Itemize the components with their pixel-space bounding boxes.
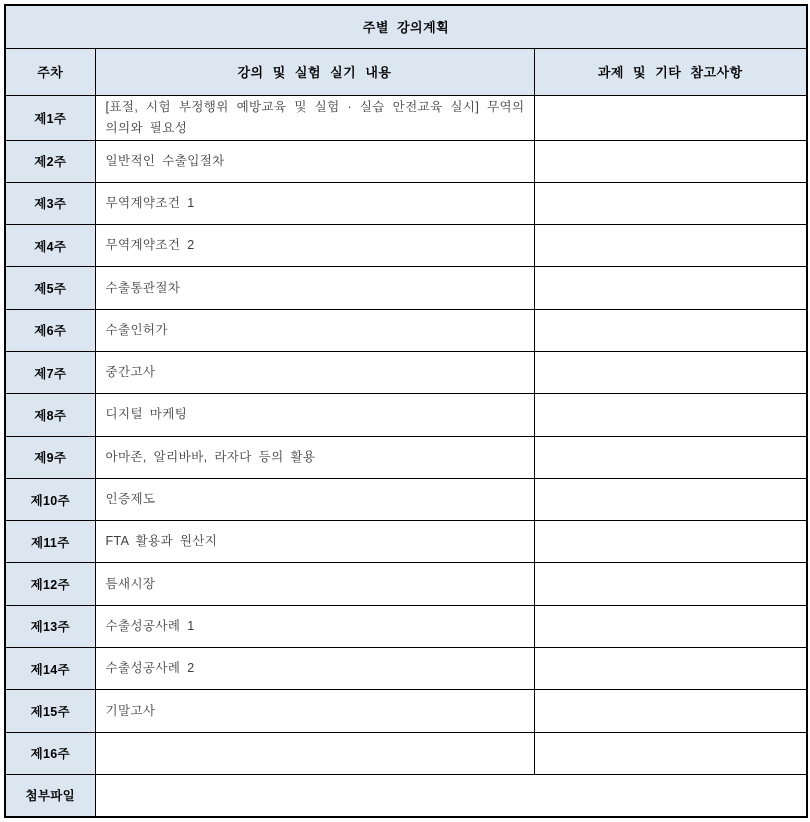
weekly-lecture-plan-table bbox=[4, 4, 808, 818]
notes-cell bbox=[534, 394, 807, 436]
notes-cell bbox=[534, 521, 807, 563]
week-label: 제4주 bbox=[5, 225, 95, 267]
week-label: 제11주 bbox=[5, 521, 95, 563]
week-label: 제1주 bbox=[5, 95, 95, 140]
col-header-notes: 과제 및 기타 참고사항 bbox=[534, 48, 807, 95]
table-row bbox=[5, 394, 807, 436]
notes-cell bbox=[534, 267, 807, 309]
column-header-row bbox=[5, 48, 807, 95]
week-label: 제10주 bbox=[5, 478, 95, 520]
lecture-content: 디지털 마케팅 bbox=[95, 394, 534, 436]
attachment-value bbox=[95, 774, 807, 816]
notes-cell bbox=[534, 95, 807, 140]
week-label: 제7주 bbox=[5, 351, 95, 393]
notes-cell bbox=[534, 140, 807, 182]
week-label: 제16주 bbox=[5, 732, 95, 774]
notes-cell bbox=[534, 225, 807, 267]
lecture-content: [표절, 시험 부정행위 예방교육 및 실험 · 실습 안전교육 실시] 무역의 의의와 필요성 bbox=[95, 95, 534, 140]
table-row bbox=[5, 95, 807, 140]
table-row bbox=[5, 732, 807, 774]
lecture-content bbox=[95, 732, 534, 774]
notes-cell bbox=[534, 690, 807, 732]
notes-cell bbox=[534, 436, 807, 478]
table-row bbox=[5, 521, 807, 563]
lecture-content: 일반적인 수출입절차 bbox=[95, 140, 534, 182]
lecture-content: 기말고사 bbox=[95, 690, 534, 732]
table-row bbox=[5, 436, 807, 478]
lecture-content: 수출성공사례 1 bbox=[95, 605, 534, 647]
notes-cell bbox=[534, 309, 807, 351]
week-label: 제12주 bbox=[5, 563, 95, 605]
notes-cell bbox=[534, 648, 807, 690]
table-title-row bbox=[5, 5, 807, 48]
table-row bbox=[5, 563, 807, 605]
table-row bbox=[5, 225, 807, 267]
col-header-week: 주차 bbox=[5, 48, 95, 95]
table-row bbox=[5, 267, 807, 309]
week-label: 제14주 bbox=[5, 648, 95, 690]
table-row bbox=[5, 182, 807, 224]
lecture-content: 수출성공사례 2 bbox=[95, 648, 534, 690]
week-label: 제2주 bbox=[5, 140, 95, 182]
notes-cell bbox=[534, 563, 807, 605]
week-label: 제5주 bbox=[5, 267, 95, 309]
notes-cell bbox=[534, 478, 807, 520]
lecture-content: FTA 활용과 원산지 bbox=[95, 521, 534, 563]
table-row bbox=[5, 478, 807, 520]
notes-cell bbox=[534, 182, 807, 224]
week-label: 제9주 bbox=[5, 436, 95, 478]
lecture-content: 인증제도 bbox=[95, 478, 534, 520]
col-header-content: 강의 및 실험 실기 내용 bbox=[95, 48, 534, 95]
lecture-content: 수출통관절차 bbox=[95, 267, 534, 309]
attachment-label: 첨부파일 bbox=[5, 774, 95, 816]
table-row bbox=[5, 605, 807, 647]
notes-cell bbox=[534, 732, 807, 774]
week-label: 제15주 bbox=[5, 690, 95, 732]
week-label: 제6주 bbox=[5, 309, 95, 351]
table-row bbox=[5, 309, 807, 351]
lecture-content: 틈새시장 bbox=[95, 563, 534, 605]
notes-cell bbox=[534, 605, 807, 647]
table-title: 주별 강의계획 bbox=[5, 5, 807, 48]
table-row bbox=[5, 690, 807, 732]
week-label: 제3주 bbox=[5, 182, 95, 224]
attachment-row bbox=[5, 774, 807, 816]
lecture-content: 중간고사 bbox=[95, 351, 534, 393]
table-body bbox=[5, 95, 807, 817]
week-label: 제8주 bbox=[5, 394, 95, 436]
table-row bbox=[5, 140, 807, 182]
lecture-content: 수출인허가 bbox=[95, 309, 534, 351]
notes-cell bbox=[534, 351, 807, 393]
week-label: 제13주 bbox=[5, 605, 95, 647]
table-row bbox=[5, 648, 807, 690]
lecture-content: 무역계약조건 1 bbox=[95, 182, 534, 224]
table-row bbox=[5, 351, 807, 393]
lecture-content: 아마존, 알리바바, 라자다 등의 활용 bbox=[95, 436, 534, 478]
lecture-content: 무역계약조건 2 bbox=[95, 225, 534, 267]
